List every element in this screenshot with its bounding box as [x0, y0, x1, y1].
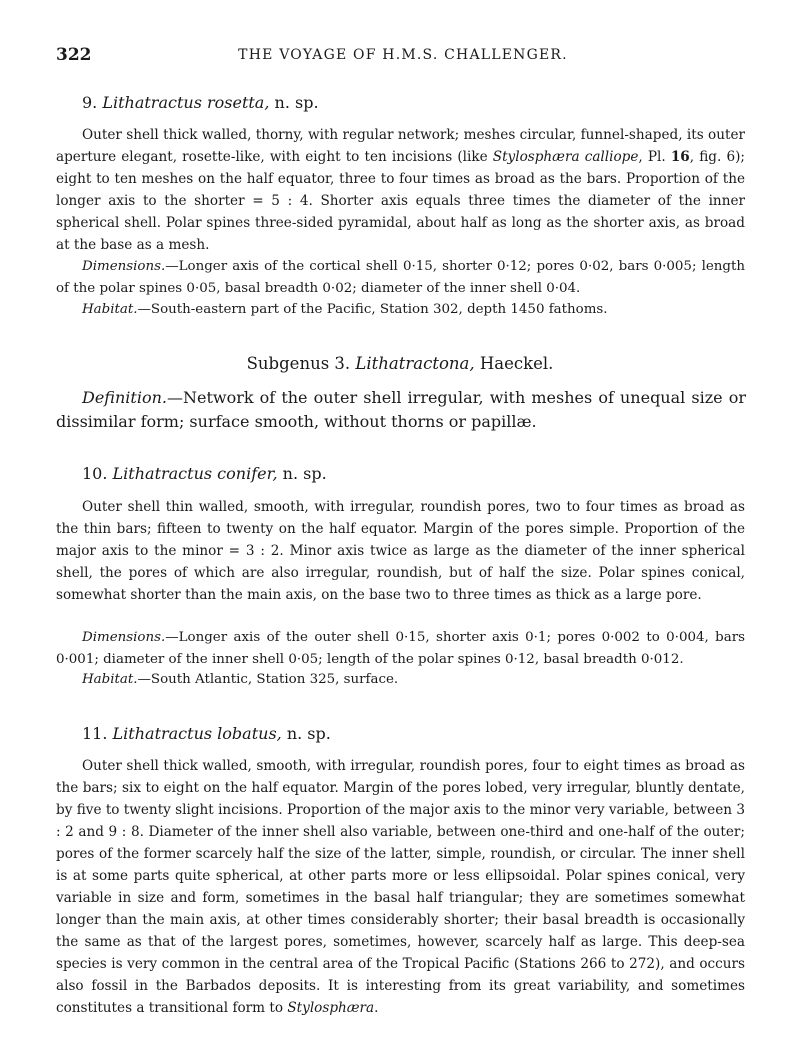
- species-10-dimensions: Dimensions.—Longer axis of the outer shell 0·15, shorter axis 0·1; pores 0·002 to 0·004, bars 0·001; diameter of the inner shell 0·05; length of the polar spines 0·12, basal breadth 0·012.: [56, 630, 745, 667]
- reference-species: Stylosphæra calliope: [492, 149, 639, 165]
- dimensions-label: Dimensions.: [82, 259, 166, 274]
- species-suffix: n. sp.: [286, 724, 331, 743]
- subgenus-definition: Definition.—Network of the outer shell irregular, with meshes of unequal size or dissimilar form; surface smooth, without thorns or papillæ.: [56, 388, 746, 431]
- running-title: THE VOYAGE OF H.M.S. CHALLENGER.: [238, 47, 568, 63]
- species-suffix: n. sp.: [274, 93, 319, 112]
- species-9-description: Outer shell thick walled, thorny, with regular network; meshes circular, funnel-shaped, its outer aperture elegant, rosette-like, with eight to ten incisions (like Stylosphæra calliope, Pl. 16, fig. 6); eight to ten meshes on the half equator, three to four times as broad as the bars. Proportion of the longer axis to the shorter = 5 : 4. Shorter axis equals three times the diameter of the inner spherical shell. Polar spines three-sided pyramidal, about half as long as the shorter axis, as broad at the base as a mesh.: [56, 127, 745, 253]
- species-number: 11.: [82, 724, 108, 743]
- definition-label: Definition.: [82, 388, 167, 407]
- habitat-label: Habitat.: [82, 672, 138, 687]
- reference-genus: Stylosphæra: [287, 1000, 375, 1016]
- species-9-dimensions: Dimensions.—Longer axis of the cortical shell 0·15, shorter 0·12; pores 0·02, bars 0·005; length of the polar spines 0·05, basal breadth 0·02; diameter of the inner shell 0·04.: [56, 259, 745, 296]
- species-name: Lithatractus rosetta,: [102, 93, 270, 112]
- species-10-heading: [82, 464, 327, 483]
- plate-number: 16: [670, 149, 690, 165]
- species-number: 10.: [82, 464, 108, 483]
- page-number: 322: [56, 45, 92, 65]
- species-11-heading: [82, 724, 331, 743]
- species-name: Lithatractus conifer,: [112, 464, 278, 483]
- species-11-description: Outer shell thick walled, smooth, with irregular, roundish pores, four to eight times as broad as the bars; six to eight on the half equator. Margin of the pores lobed, very irregular, bluntly dentate, by five to twenty slight incisions. Proportion of the major axis to the minor very variable, between 3 : 2 and 9 : 8. Diameter of the inner shell also variable, between one-third and one-half of the outer; pores of the former scarcely half the size of the latter, simple, roundish, or circular. The inner shell is at some parts quite spherical, at other parts more or less ellipsoidal. Polar spines conical, very variable in size and form, sometimes in the basal half triangular; they are sometimes somewhat longer than the main axis, at other times considerably shorter; their basal breadth is occasionally the same as that of the largest pores, sometimes, however, scarcely half as large. This deep-sea species is very common in the central area of the Tropical Pacific (Stations 266 to 272), and occurs also fossil in the Barbados deposits. It is interesting from its great variability, and sometimes constitutes a transitional form to Stylosphæra.: [56, 758, 745, 1016]
- species-9-heading: [82, 93, 319, 112]
- species-name: Lithatractus lobatus,: [112, 724, 282, 743]
- page-header: [56, 45, 750, 69]
- subgenus-heading: Subgenus 3. Lithatractona, Haeckel.: [246, 354, 554, 373]
- species-suffix: n. sp.: [282, 464, 327, 483]
- species-10-habitat: Habitat.—South Atlantic, Station 325, surface.: [82, 672, 399, 687]
- dimensions-label: Dimensions.: [82, 630, 166, 645]
- habitat-label: Habitat.: [82, 302, 138, 317]
- subgenus-name: Lithatractona,: [355, 354, 475, 373]
- species-number: 9.: [82, 93, 98, 112]
- species-9-habitat: Habitat.—South-eastern part of the Pacific, Station 302, depth 1450 fathoms.: [82, 302, 608, 317]
- species-10-description: Outer shell thin walled, smooth, with irregular, roundish pores, two to four times as broad as the thin bars; fifteen to twenty on the half equator. Margin of the pores simple. Proportion of the major axis to the minor = 3 : 2. Minor axis twice as large as the diameter of the inner spherical shell, the pores of which are also irregular, roundish, but of half the size. Polar spines conical, somewhat shorter than the main axis, on the base two to three times as thick as a large pore.: [56, 499, 745, 603]
